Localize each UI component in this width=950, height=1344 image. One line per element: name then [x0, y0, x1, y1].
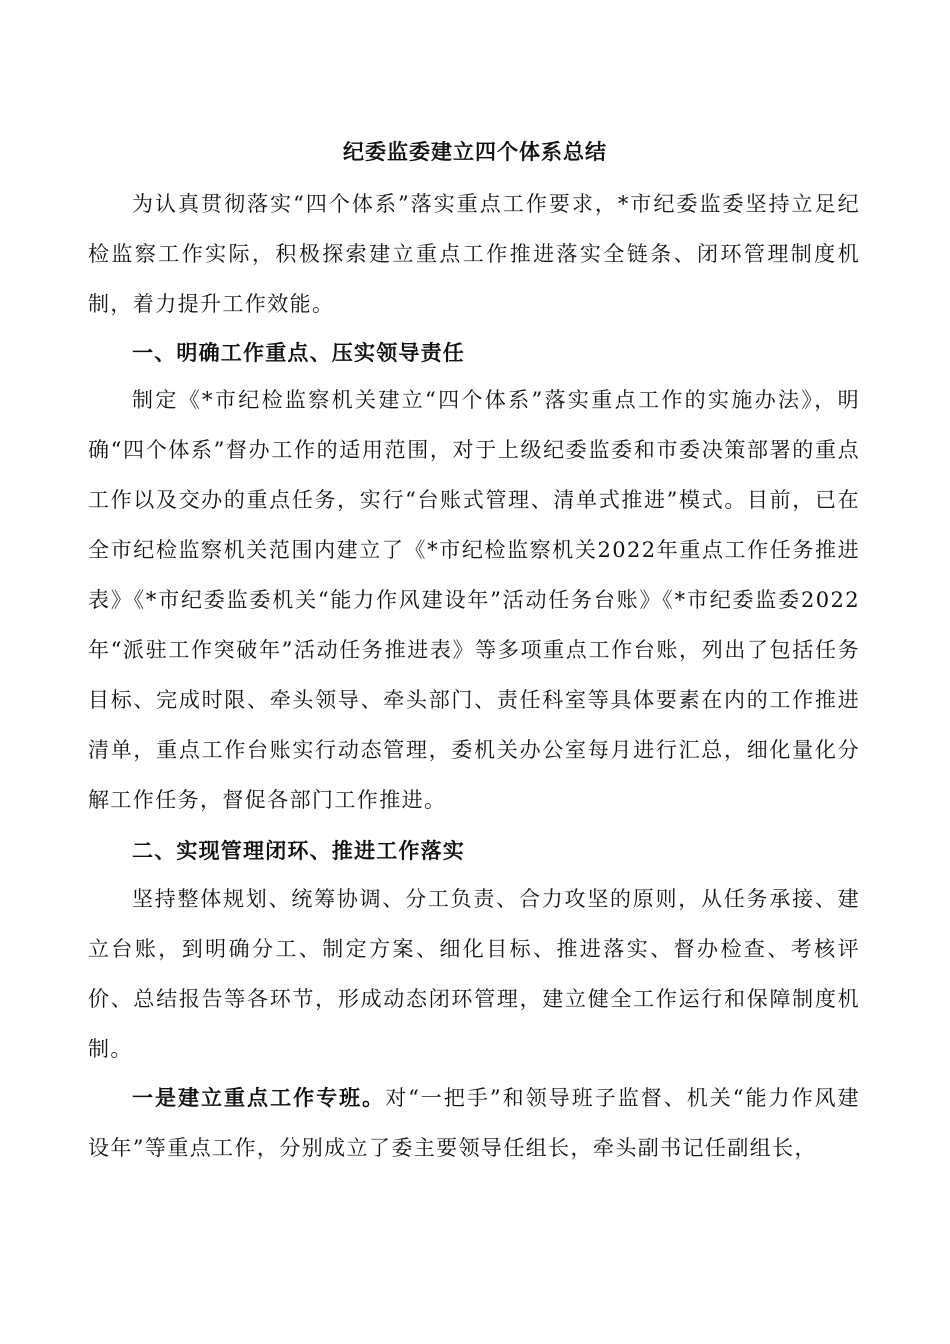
intro-paragraph: 为认真贯彻落实“四个体系”落实重点工作要求，*市纪委监委坚持立足纪检监察工作实际，积极探索建立重点工作推进落实全链条、闭环管理制度机制，着力提升工作效能。: [88, 192, 860, 316]
section-heading-2: 二、实现管理闭环、推进工作落实: [132, 838, 465, 863]
item-1-paragraph: [88, 1073, 860, 1173]
item-1-body: 对“一把手”和领导班子监督、机关“能力作风建设年”等重点工作，分别成立了委主要领导任组长，牵头副书记任副组长，: [88, 1086, 860, 1160]
section-2-paragraph: 坚持整体规划、统筹协调、分工负责、合力攻坚的原则，从任务承接、建立台账，到明确分工、制定方案、细化目标、推进落实、督办检查、考核评价、总结报告等各环节，形成动态闭环管理，建立健全工作运行和保障制度机制。: [88, 887, 860, 1061]
section-heading-1: 一、明确工作重点、压实领导责任: [132, 340, 465, 365]
item-1-lead: 一是建立重点工作专班。: [132, 1085, 386, 1110]
section-1-paragraph: 制定《*市纪检监察机关建立“四个体系”落实重点工作的实施办法》，明确“四个体系”督办工作的适用范围，对于上级纪委监委和市委决策部署的重点工作以及交办的重点任务，实行“台账式管理、清单式推进”模式。目前，已在全市纪检监察机关范围内建立了《*市纪检监察机关2022年重点工作任务推进表》《*市纪委监委机关“能力作风建设年”活动任务台账》《*市纪委监委2022年“派驻工作突破年”活动任务推进表》等多项重点工作台账，列出了包括任务目标、完成时限、牵头领导、牵头部门、责任科室等具体要素在内的工作推进清单，重点工作台账实行动态管理，委机关办公室每月进行汇总，细化量化分解工作任务，督促各部门工作推进。: [88, 388, 860, 812]
document-title: 纪委监委建立四个体系总结: [343, 139, 607, 164]
